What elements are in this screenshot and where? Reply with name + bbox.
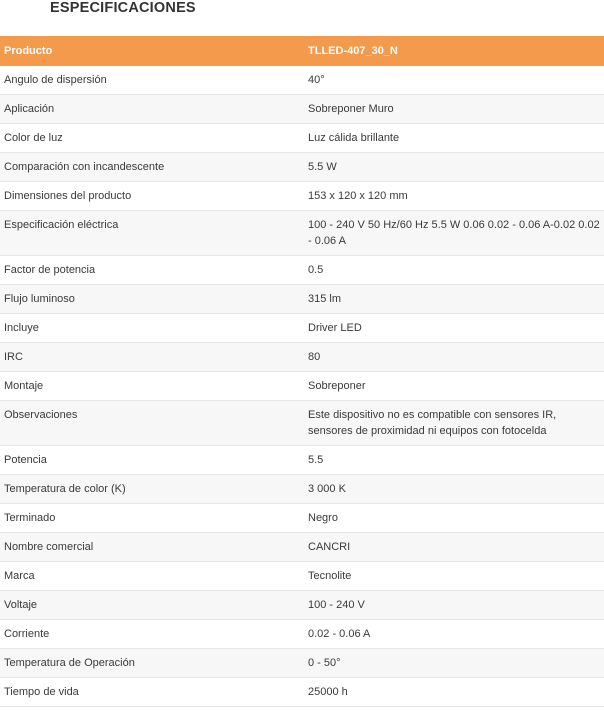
table-row xyxy=(0,591,604,620)
table-row xyxy=(0,95,604,124)
spec-value: 0 - 50° xyxy=(300,649,604,678)
table-row xyxy=(0,314,604,343)
table-row xyxy=(0,256,604,285)
spec-label: Color de luz xyxy=(0,124,300,153)
spec-label: Temperatura de Operación xyxy=(0,649,300,678)
spec-label: Factor de potencia xyxy=(0,256,300,285)
table-row xyxy=(0,66,604,95)
spec-label: Aplicación xyxy=(0,95,300,124)
spec-value: 100 - 240 V xyxy=(300,591,604,620)
spec-label: Flujo luminoso xyxy=(0,285,300,314)
spec-value: Este dispositivo no es compatible con sensores IR, sensores de proximidad ni equipos con fotocelda xyxy=(300,401,604,446)
spec-label: Tiempo de vida xyxy=(0,678,300,707)
spec-value: Sobreponer xyxy=(300,372,604,401)
table-row xyxy=(0,285,604,314)
spec-label: Angulo de dispersión xyxy=(0,66,300,95)
spec-label: Marca xyxy=(0,562,300,591)
spec-label: Especificación eléctrica xyxy=(0,211,300,256)
spec-label: Observaciones xyxy=(0,401,300,446)
table-row xyxy=(0,649,604,678)
table-header-row xyxy=(0,36,604,66)
spec-value: Luz cálida brillante xyxy=(300,124,604,153)
spec-label: Nombre comercial xyxy=(0,533,300,562)
spec-value: 80 xyxy=(300,343,604,372)
table-row xyxy=(0,533,604,562)
spec-label: Corriente xyxy=(0,620,300,649)
spec-label: Terminado xyxy=(0,504,300,533)
spec-value: 0.02 - 0.06 A xyxy=(300,620,604,649)
spec-label: Voltaje xyxy=(0,591,300,620)
table-row xyxy=(0,211,604,256)
table-row xyxy=(0,504,604,533)
spec-value: 5.5 W xyxy=(300,153,604,182)
table-row xyxy=(0,562,604,591)
spec-label: IRC xyxy=(0,343,300,372)
spec-value: 153 x 120 x 120 mm xyxy=(300,182,604,211)
table-row xyxy=(0,678,604,707)
spec-value: Negro xyxy=(300,504,604,533)
spec-value: Driver LED xyxy=(300,314,604,343)
header-label: Producto xyxy=(0,36,300,66)
spec-value: 5.5 xyxy=(300,446,604,475)
spec-label: Dimensiones del producto xyxy=(0,182,300,211)
section-title: ESPECIFICACIONES xyxy=(50,0,196,16)
spec-label: Temperatura de color (K) xyxy=(0,475,300,504)
specifications-table xyxy=(0,36,604,707)
table-row xyxy=(0,401,604,446)
spec-value: 25000 h xyxy=(300,678,604,707)
table-row xyxy=(0,182,604,211)
table-row xyxy=(0,153,604,182)
table-row xyxy=(0,620,604,649)
header-value: TLLED-407_30_N xyxy=(300,36,604,66)
spec-value: Tecnolite xyxy=(300,562,604,591)
table-row xyxy=(0,475,604,504)
table-row xyxy=(0,372,604,401)
spec-value: 40° xyxy=(300,66,604,95)
spec-value: 315 lm xyxy=(300,285,604,314)
spec-value: 3 000 K xyxy=(300,475,604,504)
spec-value: CANCRI xyxy=(300,533,604,562)
spec-label: Incluye xyxy=(0,314,300,343)
table-row xyxy=(0,343,604,372)
spec-label: Potencia xyxy=(0,446,300,475)
table-row xyxy=(0,124,604,153)
spec-value: 0.5 xyxy=(300,256,604,285)
spec-label: Montaje xyxy=(0,372,300,401)
spec-value: 100 - 240 V 50 Hz/60 Hz 5.5 W 0.06 0.02 - 0.06 A-0.02 0.02 - 0.06 A xyxy=(300,211,604,256)
table-row xyxy=(0,446,604,475)
spec-label: Comparación con incandescente xyxy=(0,153,300,182)
spec-value: Sobreponer Muro xyxy=(300,95,604,124)
